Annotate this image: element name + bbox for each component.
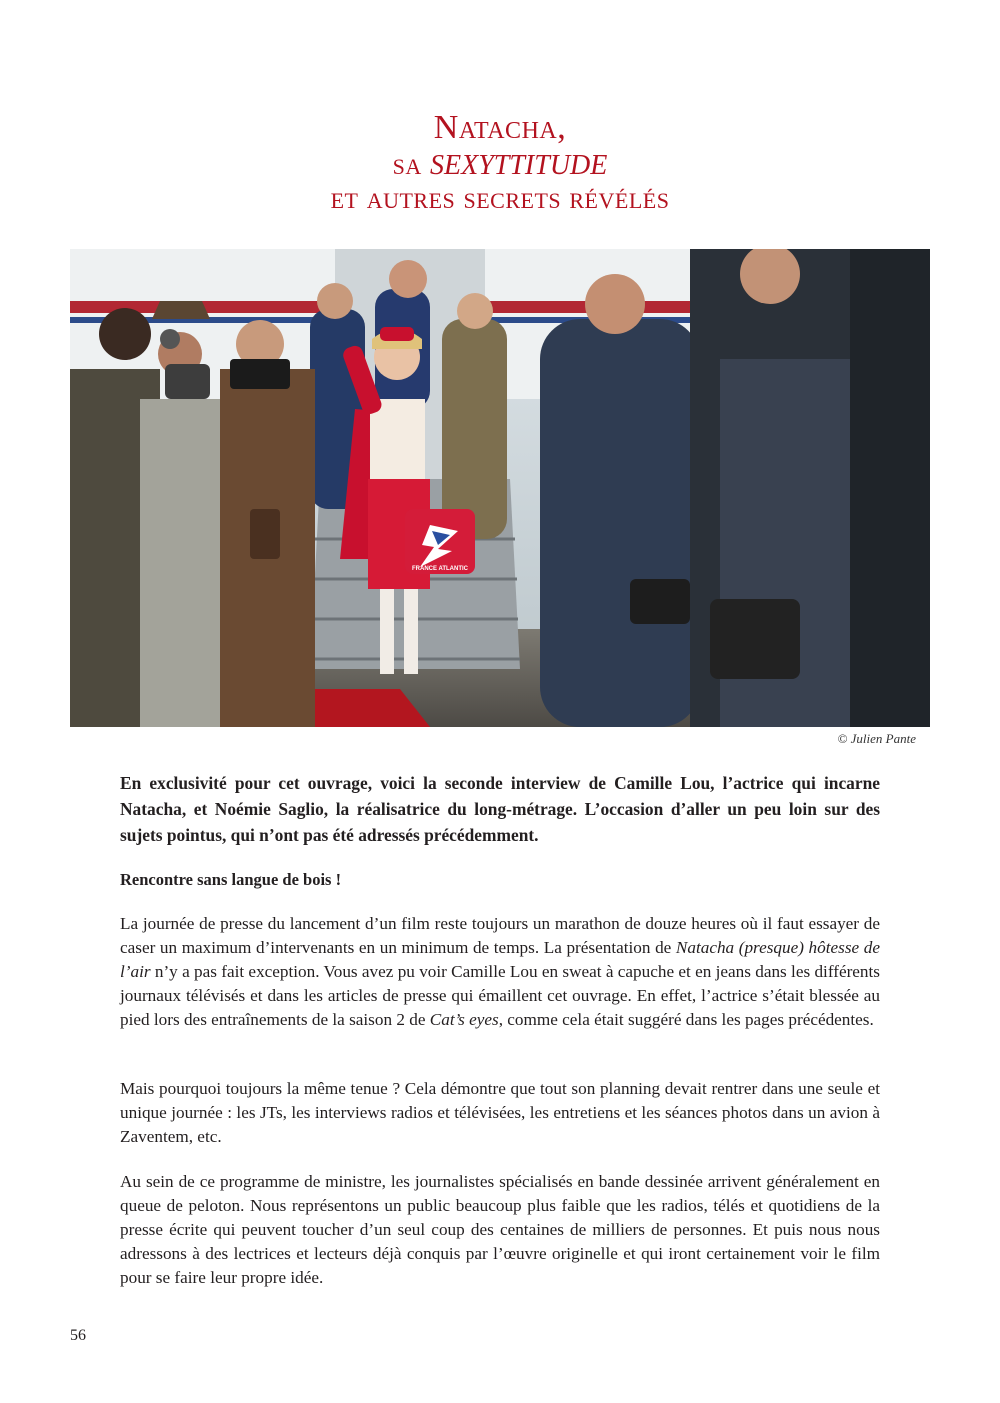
title-line-2-italic: SEXYTTITUDE (430, 149, 608, 181)
body-paragraph-1 (120, 912, 880, 1032)
paragraph-1-text-a: La journée de presse du lancement d’un film reste toujours un marathon de douze heures où il faut essayer de caser un maximum d’intervenants en un minimum de temps. La présentation de (120, 914, 880, 957)
article-title (0, 110, 1000, 215)
section-subheading: Rencontre sans langue de bois ! (120, 870, 342, 889)
photo-illustration (70, 249, 930, 727)
title-line-1: Natacha, (433, 109, 567, 146)
paragraph-1-text-b: n’y a pas fait exception. Vous avez pu voir Camille Lou en sweat à capuche et en jeans dans les différents journaux télévisés et dans les articles de presse qui émaillent cet ouvrage. En effet, l’actrice s’était blessée au pied lors des entraînements de la saison 2 de (120, 962, 880, 1029)
film-still-photo (70, 249, 930, 727)
film-title-italic: Natacha (presque) hôtesse de l’air (120, 938, 880, 981)
bag-logo-text: FRANCE ATLANTIC (412, 566, 468, 572)
photo-credit: © Julien Pante (837, 731, 916, 746)
paragraph-1-text-c: , comme cela était suggéré dans les pages précédentes. (498, 1010, 874, 1029)
intro-paragraph: En exclusivité pour cet ouvrage, voici la seconde interview de Camille Lou, l’actrice qui incarne Natacha, et Noémie Saglio, la réalisatrice du long-métrage. L’occasion d’aller un peu loin sur des sujets pointus, qui n’ont pas été adressés précédemment. (120, 773, 880, 845)
page-number: 56 (70, 1327, 86, 1344)
title-line-3: et autres secrets révélés (330, 180, 670, 216)
series-title-italic: Cat’s eyes (429, 1010, 499, 1029)
body-paragraph-2: Mais pourquoi toujours la même tenue ? Cela démontre que tout son planning devait rentrer dans une seule et unique journée : les JTs, les interviews radios et télévisées, les entretiens et les séances photos dans un avion à Zaventem, etc. (120, 1079, 880, 1146)
body-paragraph-3: Au sein de ce programme de ministre, les journalistes spécialisés en bande dessinée arrivent généralement en queue de peloton. Nous représentons un public beaucoup plus faible que les radios, télés et quotidiens de la presse écrite qui peuvent toucher d’un seul coup des centaines de milliers de personnes. Et puis nous nous adressons à des lectrices et lecteurs déjà conquis par l’œuvre originelle et qui iront certainement voir le film pour se faire leur propre idée. (120, 1172, 880, 1287)
title-line-2 (0, 145, 1000, 181)
title-line-2-prefix: sa (392, 145, 430, 181)
